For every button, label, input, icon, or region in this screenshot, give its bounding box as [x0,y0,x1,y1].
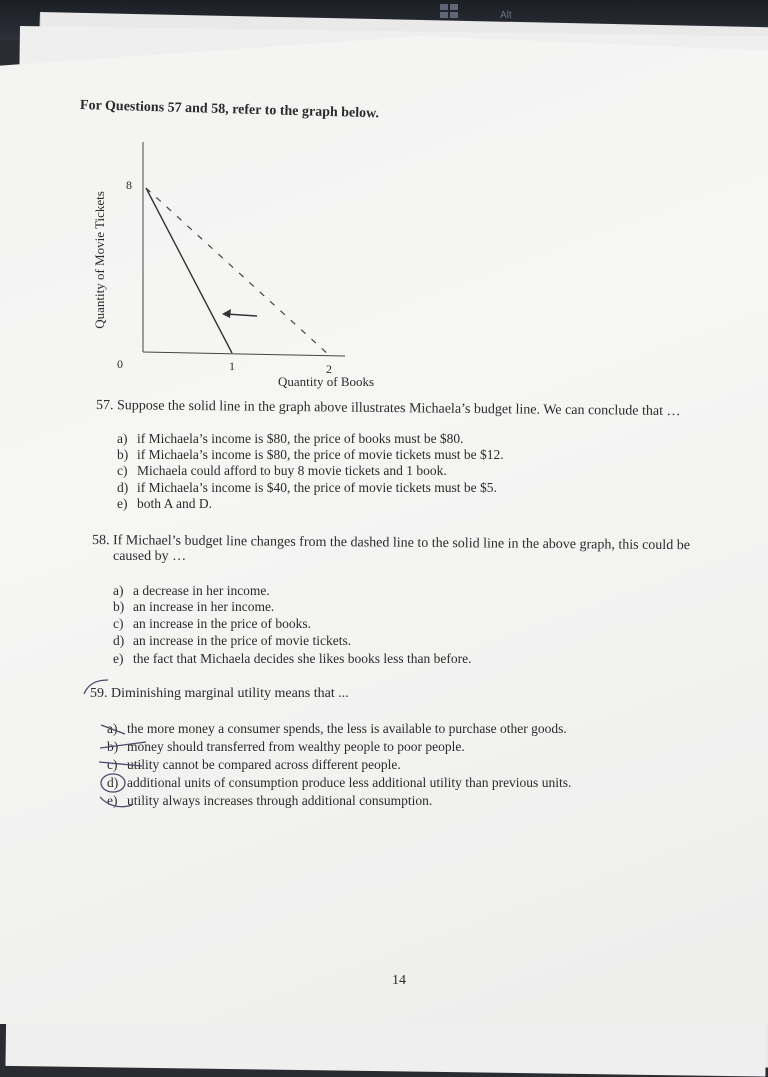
q59-b-cross-out [100,742,146,748]
q58-option-c: c) an increase in the price of books. [113,616,312,631]
x-tick-1: 1 [229,359,235,373]
q57-option-b: b) if Michaela’s income is $80, the price of movie tickets must be $12. [117,447,504,462]
q59-option-e: e) utility always increases through additional consumption. [107,793,433,808]
q59-option-c: c) utility cannot be compared across different people. [107,757,401,772]
q59-option-b: b) money should transferred from wealthy people to poor people. [107,739,465,754]
q57-option-c: c) Michaela could afford to buy 8 movie tickets and 1 book. [117,463,447,478]
question-58-stem-line1: 58. If Michael’s budget line changes from the dashed line to the solid line in the above graph, this could be [91,533,691,554]
q58-option-e: e) the fact that Michaela decides she likes books less than before. [113,651,472,666]
page-number: 14 [392,973,406,988]
question-59-stem: 59. Diminishing marginal utility means that ... [90,686,349,701]
question-57-stem: 57. Suppose the solid line in the graph above illustrates Michaela’s budget line. We can conclude that … [95,398,681,420]
x-tick-2: 2 [326,362,332,376]
y-tick-8: 8 [126,178,132,192]
q58-option-a: a) a decrease in her income. [113,583,270,598]
q57-option-a: a) if Michaela’s income is $80, the price of books must be $80. [117,431,464,446]
origin-label: 0 [117,357,123,371]
q57-option-e: e) both A and D. [117,496,213,511]
q58-option-d: d) an increase in the price of movie tickets. [113,633,352,648]
q58-option-b: b) an increase in her income. [113,599,275,614]
q59-d-answer-circle [101,774,125,792]
question-58-stem-line2: caused by … [113,549,187,564]
alt-key-label: Alt [500,10,512,21]
q59-option-a: a) the more money a consumer spends, the less is available to purchase other goods. [107,721,567,736]
q59-option-d: d) additional units of consumption produce less additional utility than previous units. [107,775,572,790]
x-axis-label: Quantity of Books [278,374,375,389]
q59-number-check-mark [84,680,108,694]
q57-option-d: d) if Michaela’s income is $40, the price of movie tickets must be $5. [117,480,497,495]
q59-a-cross-out [101,725,125,734]
q59-c-cross-out [99,762,142,766]
graph-intro-heading: For Questions 57 and 58, refer to the graph below. [79,98,380,122]
y-axis-label: Quantity of Movie Tickets [92,191,107,329]
q59-e-cross-out [100,797,132,807]
